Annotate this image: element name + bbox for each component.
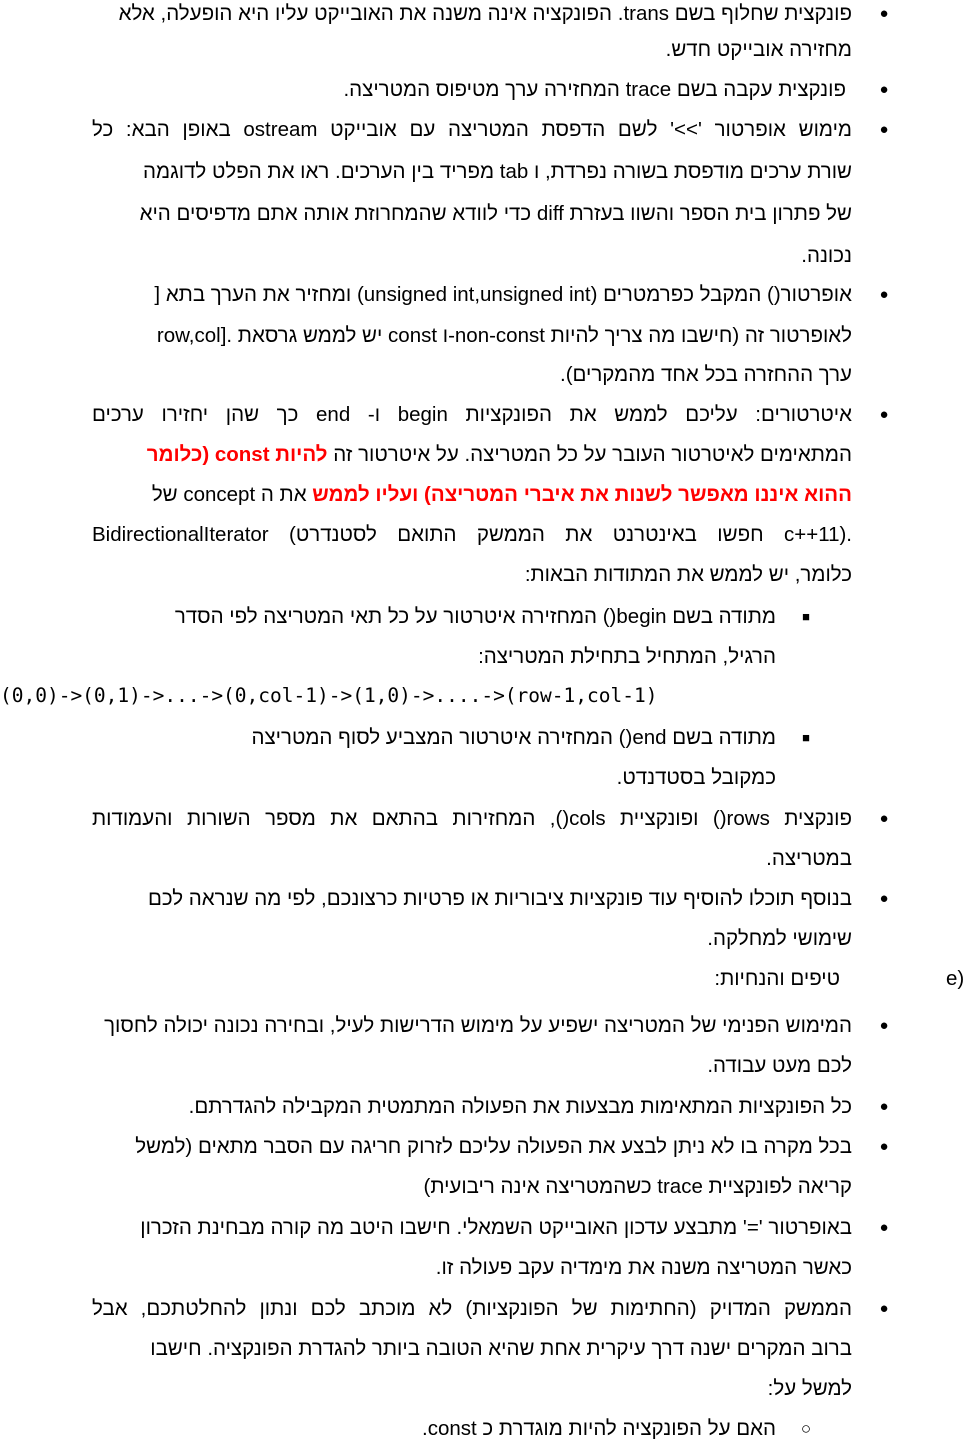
const-requirement-highlight: להיות const (כלומר	[146, 443, 328, 466]
tip-exception-line-2: קריאה לפונקציית trace כשהמטריצה אינה ריבועית)	[423, 1175, 852, 1198]
bullet: ●	[879, 1138, 889, 1155]
bullet: ●	[879, 1300, 889, 1317]
iterators-line-3	[92, 481, 852, 509]
iterators-line-2-text: המתאימים לאיטרטור העובר על כל המטריצה. על איטרטור זה	[327, 443, 852, 466]
call-operator-line-2: row,col]. יש לממש גרסאת const ו-non-const לאופרטור זה (חישבו מה צריך להיות	[156, 324, 852, 347]
bullet: ●	[879, 1017, 889, 1034]
extra-functions-line-1: בנוסף תוכלו להוסיף עוד פונקציות ציבוריות או פרטיות כרצונכם, לפי מה שנראה לכם	[148, 887, 852, 910]
ostream-line-3: של פתרון בית הספר והשוו בעזרת diff כדי לוודא שהמחרוזת אותה אתם מדפיסים היא	[139, 202, 852, 225]
trans-line-1: פונקצית שחלוף בשם trans. הפונקציה אינה משנה את האובייקט עליו היא הופעלה, אלא	[118, 2, 852, 25]
bullet: ●	[879, 5, 889, 22]
tip-exception-line-1: בכל מקרה בו לא ניתן לבצע את הפעולה עליכם לזרוק חריגה עם הסבר מתאים (למשל	[135, 1135, 852, 1158]
rows-cols-line-2: במטריצה.	[766, 847, 852, 870]
tip-interface-line-1: הממשק המדויק (החתימות של הפונקציות) לא מוכתב לכם ונתון להחלטתכם, אבל	[92, 1297, 852, 1320]
tip-assignment-line-2: כאשר המטריצה משנה את מימדיה עקב פעולה זו.	[435, 1256, 852, 1279]
bullet: ●	[879, 286, 889, 303]
tip-internal-line-2: לכם מעט עבודה.	[707, 1054, 852, 1077]
circle-bullet: ○	[800, 1419, 812, 1438]
bullet: ●	[879, 81, 889, 98]
square-bullet: ■	[802, 609, 810, 624]
section-title: טיפים והנחיות:	[714, 967, 840, 990]
iterators-line-3-text: את ה concept של	[151, 483, 313, 506]
bullet: ●	[879, 1098, 889, 1115]
begin-line-2: הרגיל, המתחיל בתחילת המטריצה:	[478, 645, 776, 668]
rows-cols-line-1: פונקצית rows() ופונקציית cols(), המחזירות בהתאם את מספר השורות והעמודות	[92, 807, 852, 830]
ostream-line-1: מימוש אופרטור '>>' לשם הדפסת המטריצה עם אובייקט ostream באופן הבא: כל	[92, 118, 852, 141]
begin-line-1: מתודה בשם begin() המחזירה איטרטור על כל תאי המטריצה לפי הסדר	[174, 605, 776, 628]
tip-interface-line-3: למשל על:	[767, 1377, 852, 1400]
iterators-line-1: איטרטורים: עליכם לממש את הפונקציות begin ו- end כך שהן יחזירו ערכים	[92, 403, 853, 426]
bullet: ●	[879, 1219, 889, 1236]
extra-functions-line-2: שימושי למחלקה.	[707, 927, 852, 950]
bullet: ●	[879, 890, 889, 907]
bullet: ●	[879, 406, 889, 423]
square-bullet: ■	[802, 730, 810, 745]
tip-internal-line-1: המימוש הפנימי של המטריצה ישפיע על מימוש הדרישות לעיל, ובחירה נכונה יכולה לחסוך	[104, 1014, 852, 1037]
bullet: ●	[879, 121, 889, 138]
tip-interface-line-2: ברוב המקרים ישנה דרך עיקרית אחת שהיא הטובה ביותר להגדרת הפונקציה. חישבו	[150, 1337, 852, 1360]
call-operator-line-1: אופרטור() המקבל כפרמטרים (unsigned int,unsigned int) ומחזיר את הערך בתא [	[154, 283, 852, 306]
end-line-2: כמקובל בסטדנדט.	[616, 766, 776, 789]
tip-math-line-1: כל הפונקציות המתאימות מבצעות את הפעולה המתמטית המקבילה להגדרתם.	[188, 1095, 852, 1118]
iterators-line-5: כלומר, יש לממש את המתודות הבאות:	[524, 563, 852, 586]
ostream-line-4: נכונה.	[801, 244, 852, 267]
iteration-order-code: (0,0)->(0,1)->...->(0,col-1)->(1,0)->....->(row-1,col-1)	[0, 684, 658, 707]
trans-line-2: מחזירה אובייקט חדש.	[665, 38, 852, 61]
section-letter: e)	[946, 967, 964, 990]
end-line-1: מתודה בשם end() המחזירה איטרטור המצביע לסוף המטריצה	[251, 726, 776, 749]
bullet: ●	[879, 810, 889, 827]
const-question-line: האם על הפונקציה להיות מוגדרת כ const.	[422, 1417, 776, 1440]
ostream-line-2: שורת ערכים מודפסת בשורה נפרדת, ו tab מפריד בין הערכים. ראו את הפלט לדוגמה	[143, 160, 852, 183]
no-modify-highlight: ההוא איננו מאפשר לשנות את איברי המטריצה) ועליו לממש	[312, 483, 852, 506]
iterators-line-4: BidirectionalIterator (חפשו באינטרנט את הממשק התואם לסטנדרט c++11).	[92, 523, 852, 546]
trace-line-1: פונקצית עקבה בשם trace המחזירה ערך מטיפוס המטריצה.	[343, 78, 846, 101]
tip-assignment-line-1: באופרטור '=' מתבצע עדכון האובייקט השמאלי. חישבו היטב מה קורה מבחינת הזכרון	[140, 1216, 852, 1239]
iterators-line-2	[92, 441, 852, 469]
call-operator-line-3: ערך ההחזרה בכל אחד מהמקרים).	[560, 363, 852, 386]
